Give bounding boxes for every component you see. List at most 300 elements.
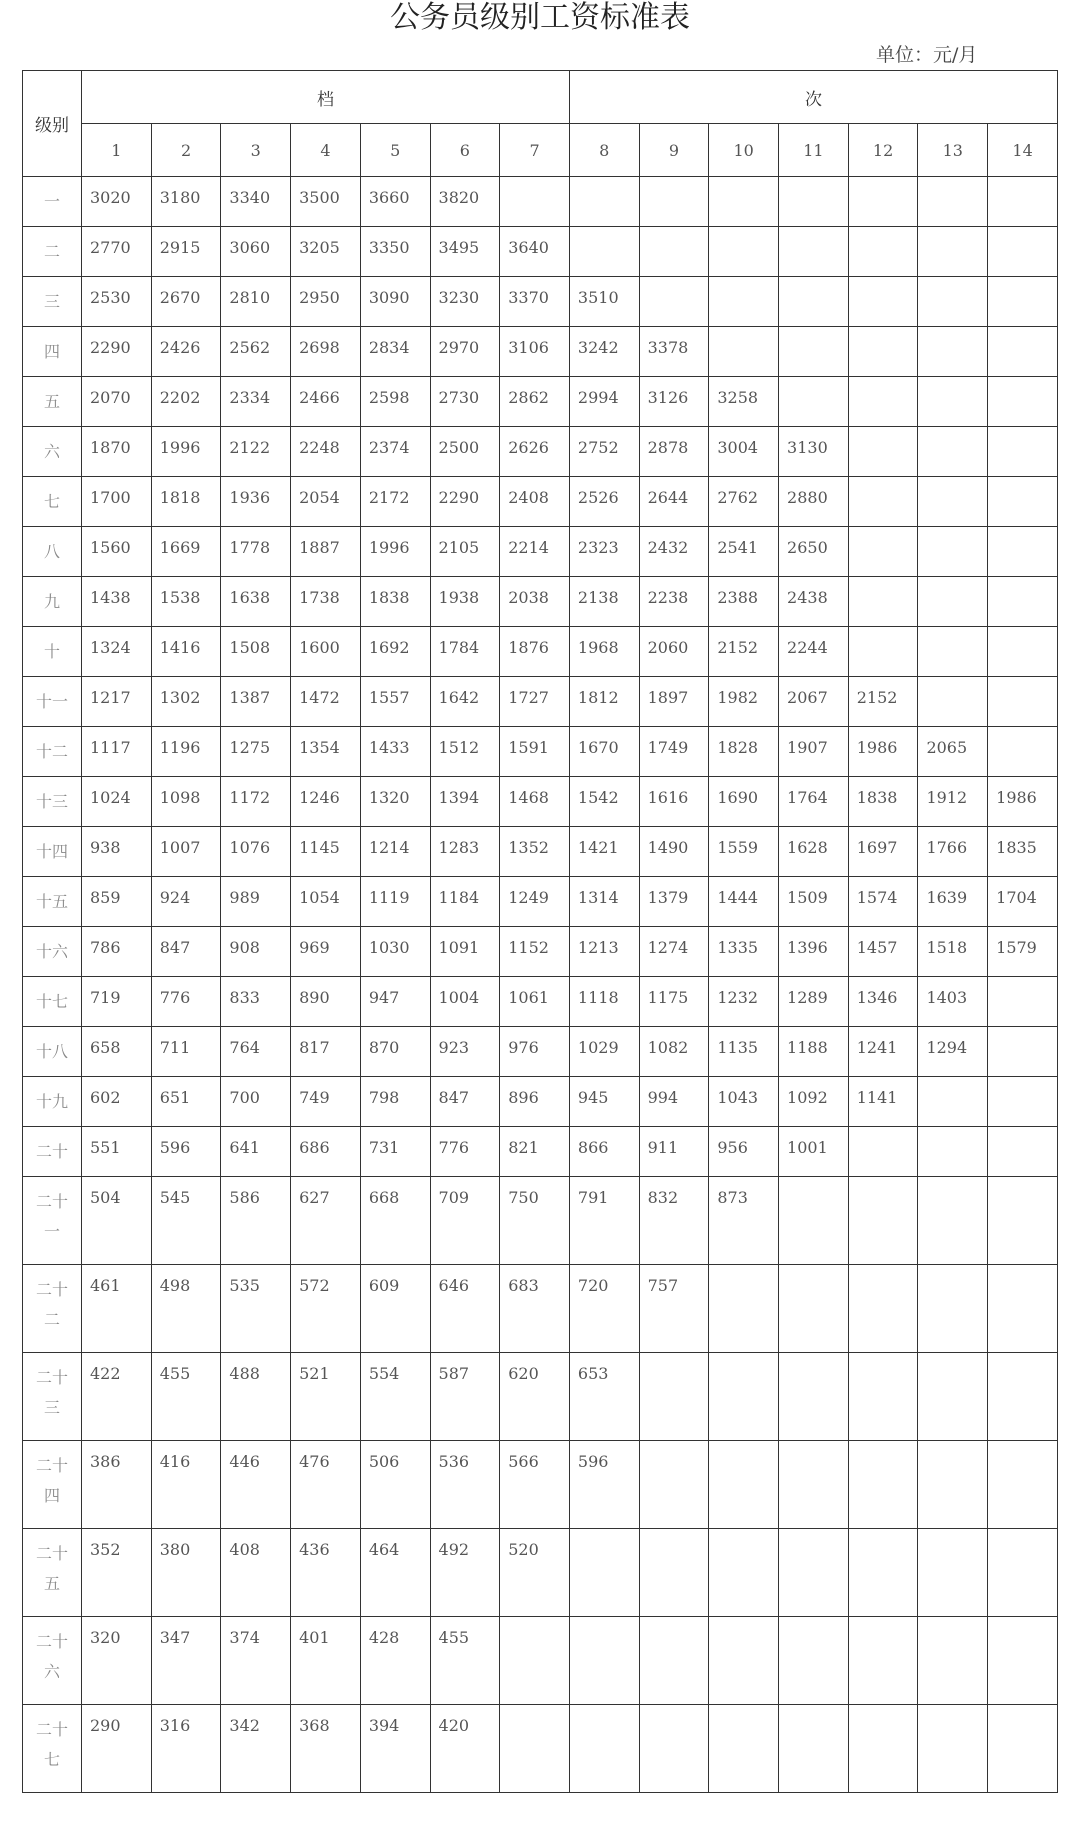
salary-cell: 1559 (709, 827, 779, 877)
salary-cell (988, 1177, 1058, 1265)
salary-cell (918, 1441, 988, 1529)
grade-cell (23, 777, 82, 827)
salary-cell: 520 (500, 1529, 570, 1617)
salary-cell (779, 1265, 849, 1353)
salary-cell: 1352 (500, 827, 570, 877)
salary-cell: 847 (430, 1077, 500, 1127)
step-header: 6 (430, 124, 500, 177)
salary-cell (639, 227, 709, 277)
salary-cell: 1379 (639, 877, 709, 927)
salary-cell: 873 (709, 1177, 779, 1265)
table-row (23, 227, 1058, 277)
salary-table (22, 70, 1058, 1793)
grade-cell (23, 727, 82, 777)
grade-cell (23, 1077, 82, 1127)
salary-cell: 668 (360, 1177, 430, 1265)
table-row (23, 877, 1058, 927)
salary-cell: 3350 (360, 227, 430, 277)
grade-cell (23, 477, 82, 527)
salary-cell: 316 (151, 1705, 221, 1793)
salary-cell (848, 1529, 918, 1617)
salary-cell (639, 1705, 709, 1793)
salary-cell: 832 (639, 1177, 709, 1265)
salary-cell: 3020 (82, 177, 152, 227)
salary-cell (988, 727, 1058, 777)
salary-cell: 1007 (151, 827, 221, 877)
salary-cell: 757 (639, 1265, 709, 1353)
grade-header: 级别 (23, 71, 82, 177)
salary-cell: 1560 (82, 527, 152, 577)
salary-cell: 2214 (500, 527, 570, 577)
table-row (23, 477, 1058, 527)
salary-cell: 3510 (569, 277, 639, 327)
salary-cell: 1320 (360, 777, 430, 827)
salary-cell (988, 277, 1058, 327)
table-row (23, 927, 1058, 977)
salary-cell (918, 327, 988, 377)
salary-cell (709, 1529, 779, 1617)
salary-cell: 1246 (291, 777, 361, 827)
salary-cell: 870 (360, 1027, 430, 1077)
grade-label: 二十一 (35, 1192, 68, 1241)
salary-cell: 3500 (291, 177, 361, 227)
salary-cell (500, 1617, 570, 1705)
salary-cell: 1092 (779, 1077, 849, 1127)
salary-cell: 476 (291, 1441, 361, 1529)
salary-cell: 380 (151, 1529, 221, 1617)
salary-cell (988, 1265, 1058, 1353)
grade-cell (23, 977, 82, 1027)
salary-cell: 711 (151, 1027, 221, 1077)
salary-cell: 2915 (151, 227, 221, 277)
salary-cell: 1335 (709, 927, 779, 977)
salary-cell (779, 227, 849, 277)
salary-cell: 2432 (639, 527, 709, 577)
grade-cell (23, 1705, 82, 1793)
salary-cell: 1639 (918, 877, 988, 927)
salary-cell (988, 177, 1058, 227)
salary-cell (988, 427, 1058, 477)
salary-cell: 2438 (779, 577, 849, 627)
salary-cell: 1438 (82, 577, 152, 627)
step-header: 8 (569, 124, 639, 177)
salary-cell: 1638 (221, 577, 291, 627)
salary-cell: 498 (151, 1265, 221, 1353)
salary-cell: 1141 (848, 1077, 918, 1127)
salary-cell: 2752 (569, 427, 639, 477)
salary-cell: 1835 (988, 827, 1058, 877)
salary-cell: 1433 (360, 727, 430, 777)
salary-cell: 2626 (500, 427, 570, 477)
salary-cell (988, 577, 1058, 627)
salary-cell (569, 1617, 639, 1705)
salary-cell: 2388 (709, 577, 779, 627)
salary-cell (848, 377, 918, 427)
grade-cell (23, 227, 82, 277)
salary-cell (569, 227, 639, 277)
salary-cell: 1001 (779, 1127, 849, 1177)
salary-cell: 2644 (639, 477, 709, 527)
salary-cell: 1172 (221, 777, 291, 827)
salary-cell: 1818 (151, 477, 221, 527)
salary-cell: 1887 (291, 527, 361, 577)
salary-cell (988, 627, 1058, 677)
salary-cell: 1642 (430, 677, 500, 727)
salary-cell (500, 177, 570, 227)
salary-cell: 1938 (430, 577, 500, 627)
salary-cell (779, 1617, 849, 1705)
salary-cell: 609 (360, 1265, 430, 1353)
salary-cell: 1508 (221, 627, 291, 677)
salary-cell (918, 377, 988, 427)
salary-cell: 2500 (430, 427, 500, 477)
salary-cell: 488 (221, 1353, 291, 1441)
salary-cell: 847 (151, 927, 221, 977)
salary-cell: 2834 (360, 327, 430, 377)
salary-cell: 1403 (918, 977, 988, 1027)
salary-cell: 1828 (709, 727, 779, 777)
grade-label: 二十四 (35, 1456, 68, 1505)
salary-cell: 1509 (779, 877, 849, 927)
grade-cell (23, 877, 82, 927)
salary-cell: 352 (82, 1529, 152, 1617)
salary-cell: 896 (500, 1077, 570, 1127)
table-row (23, 1529, 1058, 1617)
salary-cell: 3660 (360, 177, 430, 227)
salary-cell: 1670 (569, 727, 639, 777)
salary-cell: 1518 (918, 927, 988, 977)
salary-cell: 641 (221, 1127, 291, 1177)
salary-cell: 1314 (569, 877, 639, 927)
salary-cell: 1043 (709, 1077, 779, 1127)
salary-cell: 776 (151, 977, 221, 1027)
salary-cell (848, 627, 918, 677)
salary-cell: 947 (360, 977, 430, 1027)
table-row (23, 327, 1058, 377)
salary-cell: 386 (82, 1441, 152, 1529)
salary-cell (779, 177, 849, 227)
salary-cell: 658 (82, 1027, 152, 1077)
salary-cell: 2323 (569, 527, 639, 577)
salary-cell: 492 (430, 1529, 500, 1617)
salary-cell: 2067 (779, 677, 849, 727)
salary-cell: 1838 (360, 577, 430, 627)
salary-cell: 420 (430, 1705, 500, 1793)
salary-cell: 2244 (779, 627, 849, 677)
salary-cell (988, 677, 1058, 727)
unit-label: 单位：元/月 (876, 44, 978, 66)
table-row (23, 677, 1058, 727)
salary-cell (988, 1077, 1058, 1127)
salary-cell: 1968 (569, 627, 639, 677)
salary-cell (779, 377, 849, 427)
salary-cell: 408 (221, 1529, 291, 1617)
grade-label: 十三 (35, 792, 68, 811)
salary-cell: 1289 (779, 977, 849, 1027)
salary-cell: 1444 (709, 877, 779, 927)
salary-cell: 1692 (360, 627, 430, 677)
salary-cell (709, 1705, 779, 1793)
salary-cell: 506 (360, 1441, 430, 1529)
salary-cell: 2038 (500, 577, 570, 627)
grade-label: 二十七 (35, 1720, 68, 1769)
grade-label: 二十 (35, 1142, 68, 1161)
salary-cell (639, 277, 709, 327)
table-body (23, 177, 1058, 1793)
salary-cell: 1704 (988, 877, 1058, 927)
salary-cell: 817 (291, 1027, 361, 1077)
salary-cell: 1213 (569, 927, 639, 977)
salary-cell: 2408 (500, 477, 570, 527)
salary-cell: 1600 (291, 627, 361, 677)
salary-cell: 994 (639, 1077, 709, 1127)
salary-cell (848, 277, 918, 327)
salary-cell: 1416 (151, 627, 221, 677)
salary-cell (779, 327, 849, 377)
salary-cell: 1697 (848, 827, 918, 877)
step-header: 11 (779, 124, 849, 177)
salary-cell: 1387 (221, 677, 291, 727)
salary-cell (988, 327, 1058, 377)
salary-cell: 3060 (221, 227, 291, 277)
salary-cell (918, 1177, 988, 1265)
table-row (23, 1441, 1058, 1529)
step-header: 14 (988, 124, 1058, 177)
salary-cell: 1118 (569, 977, 639, 1027)
salary-cell (639, 1617, 709, 1705)
salary-cell: 1217 (82, 677, 152, 727)
salary-cell (639, 177, 709, 227)
salary-cell: 1302 (151, 677, 221, 727)
salary-cell: 455 (151, 1353, 221, 1441)
salary-cell: 1135 (709, 1027, 779, 1077)
salary-cell: 719 (82, 977, 152, 1027)
salary-cell: 1119 (360, 877, 430, 927)
salary-cell: 908 (221, 927, 291, 977)
grade-cell (23, 1441, 82, 1529)
salary-cell: 1784 (430, 627, 500, 677)
grade-cell (23, 177, 82, 227)
salary-cell: 1029 (569, 1027, 639, 1077)
salary-cell: 3640 (500, 227, 570, 277)
table-row (23, 577, 1058, 627)
table-row (23, 727, 1058, 777)
salary-cell: 945 (569, 1077, 639, 1127)
salary-cell (918, 277, 988, 327)
salary-cell: 2530 (82, 277, 152, 327)
salary-cell (988, 1127, 1058, 1177)
salary-cell (918, 577, 988, 627)
salary-cell: 833 (221, 977, 291, 1027)
salary-cell: 653 (569, 1353, 639, 1441)
salary-cell: 2070 (82, 377, 152, 427)
salary-cell: 2650 (779, 527, 849, 577)
salary-cell (918, 1127, 988, 1177)
salary-cell: 1457 (848, 927, 918, 977)
salary-cell: 554 (360, 1353, 430, 1441)
salary-cell: 1214 (360, 827, 430, 877)
salary-cell (988, 1353, 1058, 1441)
salary-cell (988, 377, 1058, 427)
salary-cell: 3180 (151, 177, 221, 227)
salary-cell: 2878 (639, 427, 709, 477)
salary-cell: 1778 (221, 527, 291, 577)
salary-cell (988, 977, 1058, 1027)
grade-label: 三 (43, 292, 60, 311)
salary-cell: 1098 (151, 777, 221, 827)
salary-cell: 2290 (430, 477, 500, 527)
salary-cell: 1004 (430, 977, 500, 1027)
salary-cell: 596 (569, 1441, 639, 1529)
grade-label: 十一 (35, 692, 68, 711)
table-row (23, 1705, 1058, 1793)
grade-cell (23, 527, 82, 577)
salary-cell: 956 (709, 1127, 779, 1177)
salary-cell: 1996 (360, 527, 430, 577)
salary-cell: 821 (500, 1127, 570, 1177)
salary-cell: 1241 (848, 1027, 918, 1077)
salary-cell: 750 (500, 1177, 570, 1265)
salary-cell (709, 177, 779, 227)
grade-cell (23, 1027, 82, 1077)
salary-cell (848, 427, 918, 477)
salary-cell: 1996 (151, 427, 221, 477)
table-row (23, 777, 1058, 827)
salary-cell: 1354 (291, 727, 361, 777)
step-header: 1 (82, 124, 152, 177)
salary-cell: 1591 (500, 727, 570, 777)
salary-cell: 428 (360, 1617, 430, 1705)
salary-cell: 2562 (221, 327, 291, 377)
salary-cell (848, 1177, 918, 1265)
salary-cell: 2202 (151, 377, 221, 427)
salary-cell: 683 (500, 1265, 570, 1353)
salary-cell (848, 177, 918, 227)
salary-cell: 596 (151, 1127, 221, 1177)
salary-cell: 923 (430, 1027, 500, 1077)
salary-cell: 700 (221, 1077, 291, 1127)
salary-cell: 422 (82, 1353, 152, 1441)
salary-cell: 551 (82, 1127, 152, 1177)
salary-cell: 798 (360, 1077, 430, 1127)
salary-cell: 1986 (988, 777, 1058, 827)
salary-cell: 342 (221, 1705, 291, 1793)
table-row (23, 1617, 1058, 1705)
salary-cell: 2122 (221, 427, 291, 477)
salary-cell: 2060 (639, 627, 709, 677)
salary-cell: 731 (360, 1127, 430, 1177)
salary-cell: 1690 (709, 777, 779, 827)
salary-cell: 464 (360, 1529, 430, 1617)
salary-cell (569, 1705, 639, 1793)
salary-cell: 1184 (430, 877, 500, 927)
grade-cell (23, 927, 82, 977)
salary-cell: 3340 (221, 177, 291, 227)
salary-cell: 3242 (569, 327, 639, 377)
salary-cell: 2426 (151, 327, 221, 377)
salary-cell: 1249 (500, 877, 570, 927)
salary-cell (709, 1265, 779, 1353)
salary-cell (918, 477, 988, 527)
salary-cell: 1274 (639, 927, 709, 977)
salary-cell: 572 (291, 1265, 361, 1353)
step-header: 7 (500, 124, 570, 177)
salary-cell (779, 1441, 849, 1529)
table-row (23, 1127, 1058, 1177)
salary-cell: 2762 (709, 477, 779, 527)
salary-cell: 2810 (221, 277, 291, 327)
grade-label: 一 (43, 192, 60, 211)
salary-cell: 2238 (639, 577, 709, 627)
salary-cell: 461 (82, 1265, 152, 1353)
salary-cell: 2698 (291, 327, 361, 377)
step-header: 13 (918, 124, 988, 177)
salary-cell: 1512 (430, 727, 500, 777)
salary-cell (918, 1077, 988, 1127)
salary-cell: 2670 (151, 277, 221, 327)
salary-cell: 890 (291, 977, 361, 1027)
salary-cell: 416 (151, 1441, 221, 1529)
salary-cell: 646 (430, 1265, 500, 1353)
salary-cell (569, 177, 639, 227)
salary-cell: 1175 (639, 977, 709, 1027)
salary-cell: 969 (291, 927, 361, 977)
grade-label: 二十二 (35, 1280, 68, 1329)
salary-cell (848, 327, 918, 377)
salary-cell: 1616 (639, 777, 709, 827)
salary-cell: 602 (82, 1077, 152, 1127)
salary-cell: 3130 (779, 427, 849, 477)
band-header-left: 档 (82, 71, 570, 124)
grade-label: 十八 (35, 1042, 68, 1061)
grade-cell (23, 827, 82, 877)
salary-cell: 1982 (709, 677, 779, 727)
salary-cell (848, 577, 918, 627)
step-header: 10 (709, 124, 779, 177)
table-row (23, 1177, 1058, 1265)
salary-cell (779, 1353, 849, 1441)
salary-cell: 1669 (151, 527, 221, 577)
salary-cell (639, 1529, 709, 1617)
salary-cell: 2105 (430, 527, 500, 577)
salary-cell: 374 (221, 1617, 291, 1705)
salary-cell: 1897 (639, 677, 709, 727)
salary-cell: 1542 (569, 777, 639, 827)
salary-cell (500, 1705, 570, 1793)
salary-cell (848, 477, 918, 527)
salary-cell: 436 (291, 1529, 361, 1617)
salary-cell (848, 1441, 918, 1529)
salary-cell (779, 1705, 849, 1793)
salary-cell (848, 1353, 918, 1441)
salary-cell: 1986 (848, 727, 918, 777)
salary-cell: 1421 (569, 827, 639, 877)
salary-cell: 347 (151, 1617, 221, 1705)
salary-cell (779, 277, 849, 327)
salary-cell: 455 (430, 1617, 500, 1705)
salary-cell: 1870 (82, 427, 152, 477)
salary-cell: 2730 (430, 377, 500, 427)
salary-cell: 1936 (221, 477, 291, 527)
salary-cell: 1557 (360, 677, 430, 727)
salary-cell: 1838 (848, 777, 918, 827)
salary-cell: 911 (639, 1127, 709, 1177)
salary-cell: 401 (291, 1617, 361, 1705)
page-title: 公务员级别工资标准表 (390, 0, 690, 35)
salary-cell (988, 1529, 1058, 1617)
salary-cell: 3378 (639, 327, 709, 377)
salary-cell: 938 (82, 827, 152, 877)
